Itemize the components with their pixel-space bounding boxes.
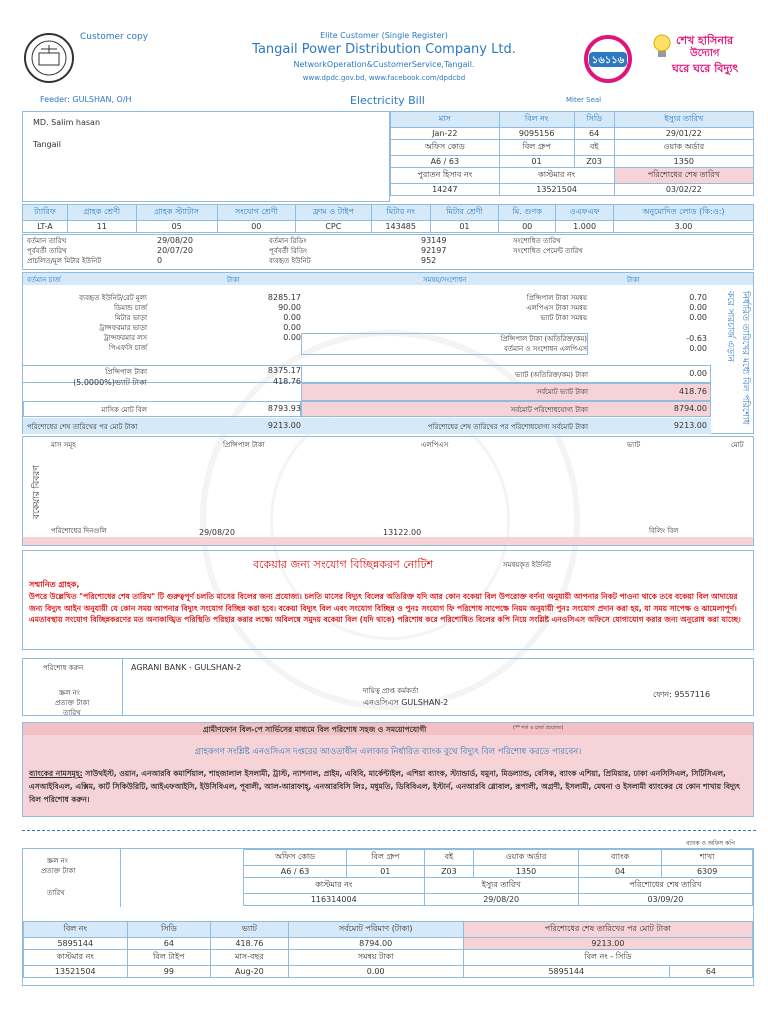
reading-label-adj-pay: সংশোধিত পেমেন্ট তারিখ bbox=[513, 247, 583, 255]
charge-label-2: মিটার ভাড়া bbox=[114, 314, 147, 322]
customer-copy-label: Customer copy bbox=[80, 32, 149, 42]
s-th-total: সর্বমোট পরিমাণ (টাকা) bbox=[288, 922, 463, 938]
network-line: NetworkOperation&CustomerService,Tangail. bbox=[293, 60, 475, 69]
customer-address: Tangail bbox=[33, 140, 61, 149]
tariff-header-0: ট্যারিফ bbox=[23, 205, 68, 221]
paid-label: পরিশোধ করুন bbox=[43, 664, 84, 672]
th-vat: ভ্যাট bbox=[627, 441, 641, 449]
bill-no: 9095156 bbox=[499, 128, 574, 140]
s-code: 99 bbox=[127, 966, 211, 978]
th-adjustment: সমন্বয়/সংশোধন bbox=[423, 276, 467, 284]
s-th-billno: বিল নং bbox=[24, 922, 128, 938]
adj-value-1: 0.00 bbox=[689, 303, 707, 312]
th-old-acct: পুরাতন হিসাব নং bbox=[391, 168, 500, 184]
reading-label-current-date: বর্তমান তারিখ bbox=[27, 237, 67, 245]
grand-value: 8794.00 bbox=[673, 404, 707, 413]
notice-body: উপরে উল্লেখিত "পরিশোধের শেষ তারিখ" টি গুরুত্বপূর্ণ চলতি মাসের বিলের জন্য প্রযোজ্য। চলতি মাসের বিদ্যুৎ বিলের অতিরিক্ত যদি আর কোন বকেয়া বিল উপরোক্ত বর্ণনা অনুযায়ী আপনার নিকট পাওনা থাকে তবে বকেয়া বিল আদায়ের জন্য বিদ্যুৎ আইন অনুযায়ী যে কোন সময় আপনার বিদ্যুৎ সংযোগ বিচ্ছিন্ন করা হবে। বকেয়া বিদ্যুৎ বিল এবং সংযোগ বিচ্ছিন্ন ও পুনঃ সংযোগ ফি পরিশোধ সাপেক্ষে নিয়ম অনুযায়ী পুনঃ সংযোগ প্রদান করা হয়, যা সময় সাপেক্ষ ও ঝামেলাপূর্ণ। এমতাবস্থায় সংযোগ বিচ্ছিন্নকরণের মত অনাকাঙ্খিত পরিস্থিতি পরিহার করার লক্ষ্যে অবিলম্বে সমুদয় বকেয়া বিল (যদি থাকে) পরিশোধ করে পরিশোধিত বিলের কপি নিয়ে সংশ্লিষ্ট এনওসিএস অফিসে যোগাযোগ করার জন্য অনুরোধ করা যাচ্ছে। bbox=[29, 592, 741, 624]
stub-taka: প্রত্যক্ত টাকা bbox=[41, 867, 76, 875]
s-billno: 5895144 bbox=[24, 938, 128, 950]
total-vat-label: সর্বমোট ভ্যাট টাকা bbox=[536, 388, 588, 396]
s-office: A6 / 63 bbox=[244, 866, 347, 878]
info-line1-small: (** শর্ত ও চার্জ প্রযোজ্য) bbox=[513, 725, 564, 731]
customer-no: 13521504 bbox=[499, 184, 614, 196]
th-lps: এলপিএস bbox=[421, 441, 449, 449]
after-label-2: পরিশোধের শেষ তারিখের পর পরিশোধযোগ্য সর্বমোট টাকা bbox=[427, 423, 588, 431]
banks-list: সাউথইস্ট, ওয়ান, এনআরবি কমার্শিয়াল, শাহজালাল ইসলামী, ট্রাস্ট, ন্যাশনাল, প্রাইম, এবিবি, মার্কেন্টাইল, এশিয়া ব্যাংক, স্ট্যান্ডার্ড, যমুনা, মিডল্যান্ড, বেসিক, ব্যাংক এশিয়া, প্রিমিয়ার, ঢাকা এনসিসিএল, সিটিসিএল, এসআইবিএল, এক্সিম, কার্ট সিকিউরিটি, আইএফআইসি, ইউসিবিএল, পূবালী, আল-আরাফাহ্, এনআরবিসি লিঃ, মধুমতি, ডিবিবিএল, ইস্টার্ন, এনআরবি গ্লোবাল, রূপালী, অগ্রণী, ইসলামী, মেঘনা ও ইসলামী ব্যাংকের যে কোন শাখায় বিদ্যুৎ বিল পরিশোধ করুন। bbox=[29, 769, 741, 804]
tariff-value-6: 01 bbox=[430, 221, 498, 233]
walk-order: 1350 bbox=[614, 156, 753, 168]
reading-label-prev-date: পূর্ববর্তী তারিখ bbox=[27, 247, 67, 255]
s-th-last: পরিশোধের শেষ তারিখ bbox=[578, 878, 752, 894]
tariff-value-2: 05 bbox=[136, 221, 217, 233]
tariff-value-4: CPC bbox=[295, 221, 371, 233]
side-note: নির্ধারিত তারিখের মধ্যে বিল পরিশোধ করে সারচার্জ এড়ান bbox=[725, 291, 750, 425]
vat-adj-label: ভ্যাট (অতিরিক্ত/কম) টাকা bbox=[515, 371, 588, 379]
info-line1: গ্রামীণফোন বিল-পে সার্ভিসের মাধ্যমে বিল পরিশোধ সহজ ও সময়োপযোগী bbox=[203, 725, 427, 734]
tariff-value-0: LT-A bbox=[23, 221, 68, 233]
s-cust2: 13521504 bbox=[24, 966, 128, 978]
cut-line bbox=[22, 830, 756, 831]
tariff-header-1: গ্রাহক শ্রেণী bbox=[67, 205, 136, 221]
adj-label-0: প্রিন্সিপাল টাকা সমন্বয় bbox=[526, 294, 587, 302]
total-vat-value: 418.76 bbox=[679, 387, 707, 396]
reading-label-adj-date: সংশোধিত তারিখ bbox=[513, 237, 561, 245]
web-links[interactable]: www.dpdc.gov.bd, www.facebook.com/dpdcbd bbox=[302, 74, 466, 82]
s-th-code: বিল টাইপ bbox=[127, 950, 211, 966]
phone: ফোন: 9557116 bbox=[653, 690, 711, 699]
s-sidi2: 64 bbox=[669, 966, 752, 978]
reading-label-used: ব্যবহৃত ইউনিট bbox=[269, 257, 311, 265]
notice-box bbox=[22, 550, 754, 650]
pay-label: পরিশোধের দিনগুলি bbox=[51, 527, 107, 535]
resp-label: দায়িত্ব প্রাপ্ত কর্মকর্তা bbox=[363, 687, 419, 695]
th-issue: ইস্যুর তারিখ bbox=[614, 112, 753, 128]
th-taka-left: টাকা bbox=[227, 276, 240, 284]
nocs-name: এনওসিএস GULSHAN-2 bbox=[363, 698, 449, 707]
charge-label-5: পিএফসি চার্জ bbox=[108, 344, 147, 352]
s-walk: 1350 bbox=[474, 866, 579, 878]
th-total: মোট bbox=[731, 441, 744, 449]
hotline-badge: ১৬১১৬ bbox=[573, 32, 643, 87]
adj2-label-1: বর্তমান ও সংশোধন এলপিএস bbox=[503, 345, 587, 353]
adj-value-0: 0.70 bbox=[689, 293, 707, 302]
th-pay-last: পরিশোধের শেষ তারিখ bbox=[614, 168, 753, 184]
s-th-book: বই bbox=[424, 850, 474, 866]
s-th-month: মাস-বছর bbox=[211, 950, 288, 966]
slogan-line2: উদ্যোগ bbox=[690, 48, 720, 59]
charge-label-3: ট্রান্সফরমার ভাড়া bbox=[99, 324, 147, 332]
s-th-office: অফিস কোড bbox=[244, 850, 347, 866]
s-th-bank: ব্যাংক bbox=[578, 850, 661, 866]
top-info-table bbox=[390, 111, 754, 196]
th-walk: ওয়াক অর্ডার bbox=[614, 140, 753, 156]
s-th-cust2: কাস্টমার নং bbox=[24, 950, 128, 966]
stub-box bbox=[22, 848, 754, 986]
principal-label: প্রিন্সিপাল টাকা bbox=[105, 368, 147, 376]
s-th-issue: ইস্যুর তারিখ bbox=[424, 878, 578, 894]
notice-greeting: সম্মানিত গ্রাহক, bbox=[29, 580, 80, 589]
tariff-value-3: 00 bbox=[217, 221, 295, 233]
arrears-side-label: বকেয়ার বিবরণ bbox=[32, 465, 42, 519]
tariff-table bbox=[22, 204, 754, 233]
s-group: 01 bbox=[347, 866, 424, 878]
arrears-box bbox=[22, 436, 754, 546]
tariff-header-8: ওএফএফ bbox=[556, 205, 614, 221]
charge-value-2: 0.00 bbox=[283, 313, 301, 322]
tariff-value-7: 00 bbox=[499, 221, 556, 233]
current-date: 29/08/20 bbox=[157, 236, 193, 245]
stub-date: তারিখ bbox=[47, 889, 65, 897]
th-sidi: সিডি bbox=[574, 112, 614, 128]
pay-last-date: 03/02/22 bbox=[614, 184, 753, 196]
month: Jan-22 bbox=[391, 128, 500, 140]
slogan-line1: শেখ হাসিনার bbox=[676, 34, 734, 47]
book: Z03 bbox=[574, 156, 614, 168]
slogan-line3: ঘরে ঘরে বিদ্যুৎ bbox=[672, 62, 739, 75]
bank-name: AGRANI BANK - GULSHAN-2 bbox=[131, 663, 242, 672]
s-after: 9213.00 bbox=[463, 938, 752, 950]
charge-value-0: 8285.17 bbox=[267, 293, 301, 302]
tariff-header-6: মিটার শ্রেণী bbox=[430, 205, 498, 221]
s-customer: 116314004 bbox=[244, 894, 425, 906]
s-th-customer: কাস্টমার নং bbox=[244, 878, 425, 894]
s-bank: 04 bbox=[578, 866, 661, 878]
grand-label: সর্বমোট পরিশোধযোগ্য টাকা bbox=[510, 406, 588, 414]
feeder: Feeder: GULSHAN, O/H bbox=[40, 95, 132, 104]
taka-label: প্রত্যক্ত টাকা bbox=[55, 699, 90, 707]
tariff-header-5: মিটার নং bbox=[371, 205, 430, 221]
company-name: Tangail Power Distribution Company Ltd. bbox=[252, 42, 516, 57]
tariff-header-4: ফ্রাম ও টাইপ bbox=[295, 205, 371, 221]
th-taka-right: টাকা bbox=[627, 276, 640, 284]
current-reading: 93149 bbox=[421, 236, 447, 245]
reading-label-prev: পূর্ববর্তী রিডিং bbox=[269, 247, 308, 255]
s-th-vat: ভ্যাট bbox=[211, 922, 288, 938]
used-unit: 952 bbox=[421, 256, 437, 265]
subtitle: Elite Customer (Single Register) bbox=[320, 31, 448, 40]
issue-date: 29/01/22 bbox=[614, 128, 753, 140]
tariff-value-5: 143485 bbox=[371, 221, 430, 233]
payment-box bbox=[22, 658, 754, 716]
adj-label-1: এলপিএস টাকা সমন্বয় bbox=[526, 304, 587, 312]
prev-date: 20/07/20 bbox=[157, 246, 193, 255]
pay-date: 29/08/20 bbox=[199, 528, 235, 537]
bill-group: 01 bbox=[499, 156, 574, 168]
adj-value-2: 0.00 bbox=[689, 313, 707, 322]
adj-label-2: ভ্যাট টাকা সমন্বয় bbox=[540, 314, 587, 322]
charge-value-3: 0.00 bbox=[283, 323, 301, 332]
monthly-label: মাসিক মোট বিল bbox=[101, 406, 147, 414]
reading-label-current: বর্তমান রিডিং bbox=[269, 237, 307, 245]
s-last: 03/09/20 bbox=[578, 894, 752, 906]
th-book: বই bbox=[574, 140, 614, 156]
tariff-header-2: গ্রাহক স্ট্যাটাস bbox=[136, 205, 217, 221]
th-months: মাস সমূহ bbox=[51, 441, 76, 449]
s-branch: 6309 bbox=[662, 866, 753, 878]
bulb-icon bbox=[651, 32, 673, 62]
tariff-header-9: অনুমোদিত লোড (কি:ও:) bbox=[613, 205, 753, 221]
charge-label-1: ডিমান্ড চার্জ bbox=[114, 304, 147, 312]
date-label: তারিখ bbox=[63, 709, 81, 717]
s-th-after: পরিশোধের শেষ তারিখের পর মোট টাকা bbox=[463, 922, 752, 938]
th-bill-no: বিল নং bbox=[499, 112, 574, 128]
sidi: 64 bbox=[574, 128, 614, 140]
tariff-header-7: মি. গুণক bbox=[499, 205, 556, 221]
stub-scroll: স্ক্রল নং bbox=[47, 857, 68, 865]
tariff-value-1: 11 bbox=[67, 221, 136, 233]
charge-value-4: 0.00 bbox=[283, 333, 301, 342]
tariff-value-8: 1.000 bbox=[556, 221, 614, 233]
th-office: অফিস কোড bbox=[391, 140, 500, 156]
vat-value: 418.76 bbox=[273, 377, 301, 386]
s-total: 8794.00 bbox=[288, 938, 463, 950]
th-group: বিল গ্রুপ bbox=[499, 140, 574, 156]
scroll-label: স্ক্রল নং bbox=[59, 689, 80, 697]
charges-box bbox=[22, 272, 754, 434]
adj2-label-0: প্রিন্সিপাল টাকা (অতিরিক্ত/কম) bbox=[500, 335, 587, 343]
after-value-2: 9213.00 bbox=[673, 421, 707, 430]
principal-value: 8375.17 bbox=[267, 366, 301, 375]
s-vat: 418.76 bbox=[211, 938, 288, 950]
s-month: Aug-20 bbox=[211, 966, 288, 978]
after-value: 9213.00 bbox=[267, 421, 301, 430]
customer-name: MD. Salim hasan bbox=[33, 118, 101, 127]
after-label: পরিশোধের শেষ তারিখের পর মোট টাকা bbox=[27, 423, 138, 431]
s-th-amt: সমন্বয় টাকা bbox=[288, 950, 463, 966]
vat-label: (5.0000%)ভ্যাট টাকা bbox=[73, 378, 147, 387]
office-code: A6 / 63 bbox=[391, 156, 500, 168]
s-sidi: 64 bbox=[127, 938, 211, 950]
adj2-value-0: -0.63 bbox=[686, 334, 707, 343]
info-line2: গ্রাহকগণ সংশ্লিষ্ট এনওসিএস দপ্তরের আওতাধীন এলাকার নির্ধারিত ব্যাংক বুথে বিদ্যুৎ বিল পরিশোধ করতে পারবেন। bbox=[194, 747, 582, 757]
notice-title: বকেয়ার জন্য সংযোগ বিচ্ছিন্নকরণ নোটিশ bbox=[253, 558, 434, 571]
banks-label: ব্যাংকের নামসমূহ: bbox=[29, 769, 83, 778]
pay-amount: 13122.00 bbox=[383, 528, 422, 537]
vat-adj-value: 0.00 bbox=[689, 369, 707, 378]
th-current-charge: বর্তমান চার্জ bbox=[27, 276, 61, 284]
monthly-value: 8793.93 bbox=[267, 404, 301, 413]
s-bill2: 5895144 bbox=[463, 966, 669, 978]
prev-reading: 92197 bbox=[421, 246, 447, 255]
charge-label-4: ট্রান্সফরমার লস bbox=[103, 334, 147, 342]
readings-box bbox=[22, 234, 754, 270]
th-cust-no: কাস্টমার নং bbox=[499, 168, 614, 184]
notice-consumed: সমন্বয়কৃত ইউনিট bbox=[503, 561, 551, 569]
base-unit: 0 bbox=[157, 256, 163, 265]
info-box bbox=[22, 722, 754, 817]
charge-label-0: ব্যবহৃত ইউনিট/রেট মূল্য bbox=[79, 294, 147, 302]
s-book: Z03 bbox=[424, 866, 474, 878]
s-amt: 0.00 bbox=[288, 966, 463, 978]
bill-title: Electricity Bill bbox=[350, 94, 425, 107]
th-principal: প্রিন্সিপাল টাকা bbox=[223, 441, 265, 449]
s-issue: 29/08/20 bbox=[424, 894, 578, 906]
old-account: 14247 bbox=[391, 184, 500, 196]
adj2-value-1: 0.00 bbox=[689, 344, 707, 353]
stub-copy-label: ব্যাংক ও অফিস কপি bbox=[686, 840, 735, 847]
bill-type: বিলিং বিল bbox=[649, 527, 679, 535]
charge-value-5 bbox=[223, 343, 301, 353]
customer-box bbox=[22, 111, 390, 202]
s-th-branch: শাখা bbox=[662, 850, 753, 866]
meter-seal: Miter Seal bbox=[566, 96, 602, 104]
s-th-sidi: সিডি bbox=[127, 922, 211, 938]
s-th-bill2: বিল নং - সিডি bbox=[463, 950, 752, 966]
reading-label-base: প্রাচলিত/মূল মিটার ইউনিট bbox=[27, 257, 102, 265]
s-th-group: বিল গ্রুপ bbox=[347, 850, 424, 866]
tariff-header-3: সংযোগ শ্রেণী bbox=[217, 205, 295, 221]
tariff-value-9: 3.00 bbox=[613, 221, 753, 233]
s-th-walk: ওয়াক অর্ডার bbox=[474, 850, 579, 866]
th-month: মাস bbox=[391, 112, 500, 128]
charge-value-1: 90.00 bbox=[278, 303, 301, 312]
